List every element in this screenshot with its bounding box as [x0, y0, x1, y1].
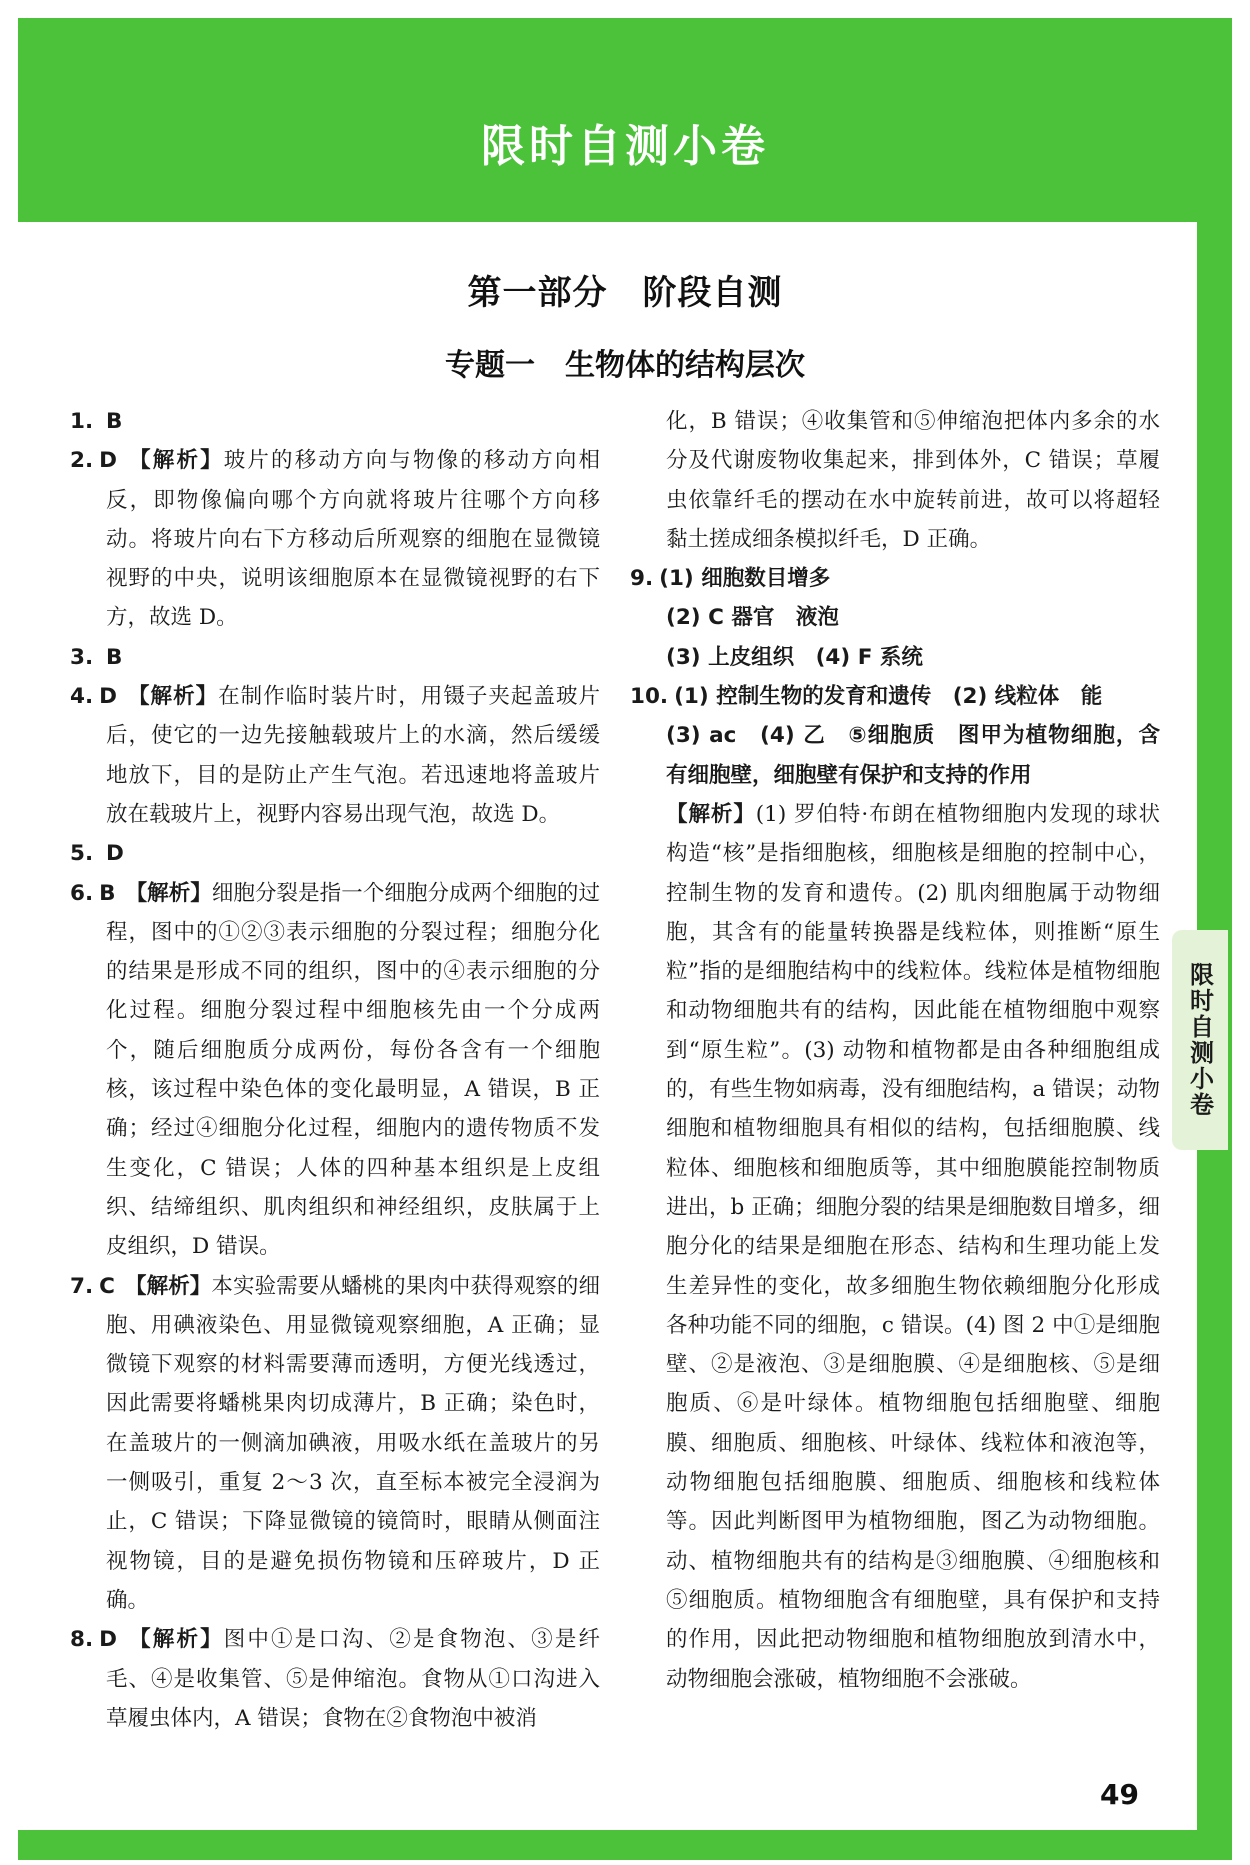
analysis-tag: 【解析】 [125, 880, 212, 906]
answer: C [99, 1273, 115, 1299]
answer: D [99, 448, 117, 474]
question-8 [70, 1620, 600, 1738]
question-6 [70, 874, 600, 1267]
analysis-text: 玻片的移动方向与物像的移动方向相反，即物像偏向哪个方向就将玻片往哪个方向移动。将玻片向右下方移动后所观察的细胞在显微镜视野的中央，说明该细胞原本在显微镜视野的右下方，故选 D。 [106, 448, 600, 631]
analysis-tag: 【解析】 [666, 801, 756, 827]
side-tab[interactable] [1172, 930, 1228, 1150]
question-9-part-2: (2) C 器官 液泡 [666, 605, 839, 631]
question-10-part-2: (3) ac (4) 乙 ⑤细胞质 图甲为植物细胞，含有细胞壁，细胞壁有保护和支持的作用 [666, 723, 1160, 788]
question-number: 4. [70, 684, 94, 710]
question-3 [70, 638, 600, 677]
question-1 [70, 402, 600, 441]
question-5 [70, 834, 600, 873]
analysis-tag: 【解析】 [127, 1627, 224, 1653]
answer: B [99, 880, 116, 906]
question-number: 8. [70, 1627, 94, 1653]
question-10-analysis [630, 795, 1160, 1699]
question-4 [70, 677, 600, 834]
question-number: 5. [70, 841, 94, 867]
analysis-text: (1) 罗伯特·布朗在植物细胞内发现的球状构造“核”是指细胞核，细胞核是细胞的控制中心，控制生物的发育和遗传。(2) 肌肉细胞属于动物细胞，其含有的能量转换器是线粒体，则推断“原生粒”指的是细胞结构中的线粒体。线粒体是植物细胞和动物细胞共有的结构，因此能在植物细胞中观察到“原生粒”。(3) 动物和植物都是由各种细胞组成的，有些生物如病毒，没有细胞结构，a 错误；动物细胞和植物细胞具有相似的结构，包括细胞膜、线粒体、细胞核和细胞质等，其中细胞膜能控制物质进出，b 正确；细胞分裂的结果是细胞数目增多，细胞分化的结果是细胞在形态、结构和生理功能上发生差异性的变化，故多细胞生物依赖细胞分化形成各种功能不同的细胞，c 错误。(4) 图 2 中①是细胞壁、②是液泡、③是细胞膜、④是细胞核、⑤是细胞质、⑥是叶绿体。植物细胞包括细胞壁、细胞膜、细胞质、细胞核、叶绿体、线粒体和液泡等，动物细胞包括细胞膜、细胞质、细胞核和线粒体等。因此判断图甲为植物细胞，图乙为动物细胞。动、植物细胞共有的结构是③细胞膜、④细胞核和⑤细胞质。植物细胞含有细胞壁，具有保护和支持的作用，因此把动物细胞和植物细胞放到清水中，动物细胞会涨破，植物细胞不会涨破。 [666, 801, 1160, 1692]
bottom-green-border [18, 1830, 1232, 1860]
question-number: 7. [70, 1273, 94, 1299]
question-number: 1. [70, 409, 94, 434]
answer: B [105, 644, 123, 670]
question-2 [70, 441, 600, 637]
side-tab-label: 限时自测小卷 [1185, 962, 1214, 1118]
analysis-text: 图中①是口沟、②是食物泡、③是纤毛、④是收集管、⑤是伸缩泡。食物从①口沟进入草履虫体内，A 错误；食物在②食物泡中被消 [106, 1627, 600, 1731]
answer: B [105, 409, 123, 434]
question-10 [630, 677, 1160, 716]
question-9 [630, 559, 1160, 598]
page-number: 49 [1100, 1778, 1139, 1811]
question-number: 2. [70, 448, 94, 474]
answer: D [99, 684, 117, 710]
question-number: 9. [630, 566, 654, 592]
analysis-tag: 【解析】 [127, 684, 219, 710]
answer: D [105, 841, 124, 867]
answer-part-1: (1) 控制生物的发育和遗传 (2) 线粒体 能 [674, 684, 1103, 710]
question-9-part-3: (3) 上皮组织 (4) F 系统 [666, 644, 923, 670]
topic-title: 专题一 生物体的结构层次 [445, 348, 805, 383]
analysis-text: 本实验需要从蟠桃的果肉中获得观察的细胞、用碘液染色、用显微镜观察细胞，A 正确；显微镜下观察的材料需要薄而透明，方便光线透过，因此需要将蟠桃果肉切成薄片，B 正确；染色时，在盖玻片的一侧滴加碘液，用吸水纸在盖玻片的另一侧吸引，重复 2～3 次，直至标本被完全浸润为止，C 错误；下降显微镜的镜筒时，眼睛从侧面注视物镜，目的是避免损伤物镜和压碎玻片，D 正确。 [106, 1273, 600, 1613]
answer: D [99, 1627, 117, 1653]
question-number: 10. [630, 684, 669, 710]
question-7 [70, 1267, 600, 1621]
part-title: 第一部分 阶段自测 [467, 273, 783, 313]
left-column [70, 402, 600, 1738]
right-column [630, 402, 1160, 1699]
analysis-tag: 【解析】 [127, 448, 224, 474]
banner-title: 限时自测小卷 [481, 121, 769, 172]
question-number: 6. [70, 880, 94, 906]
analysis-text: 细胞分裂是指一个细胞分成两个细胞的过程，图中的①②③表示细胞的分裂过程；细胞分化的结果是形成不同的组织，图中的④表示细胞的分化过程。细胞分裂过程中细胞核先由一个分成两个，随后细胞质分成两份，每份各含有一个细胞核，该过程中染色体的变化最明显，A 错误，B 正确；经过④细胞分化过程，细胞内的遗传物质不发生变化，C 错误；人体的四种基本组织是上皮组织、结缔组织、肌肉组织和神经组织，皮肤属于上皮组织，D 错误。 [106, 880, 600, 1260]
analysis-text: 在制作临时装片时，用镊子夹起盖玻片后，使它的一边先接触载玻片上的水滴，然后缓缓地放下，目的是防止产生气泡。若迅速地将盖玻片放在载玻片上，视野内容易出现气泡，故选 D。 [106, 684, 600, 827]
question-number: 3. [70, 644, 94, 670]
question-8-continued: 化，B 错误；④收集管和⑤伸缩泡把体内多余的水分及代谢废物收集起来，排到体外，C 错误；草履虫依靠纤毛的摆动在水中旋转前进，故可以将超轻黏土搓成细条模拟纤毛，D 正确。 [666, 409, 1160, 552]
analysis-tag: 【解析】 [124, 1273, 212, 1299]
answer-part-1: (1) 细胞数目增多 [659, 566, 831, 592]
